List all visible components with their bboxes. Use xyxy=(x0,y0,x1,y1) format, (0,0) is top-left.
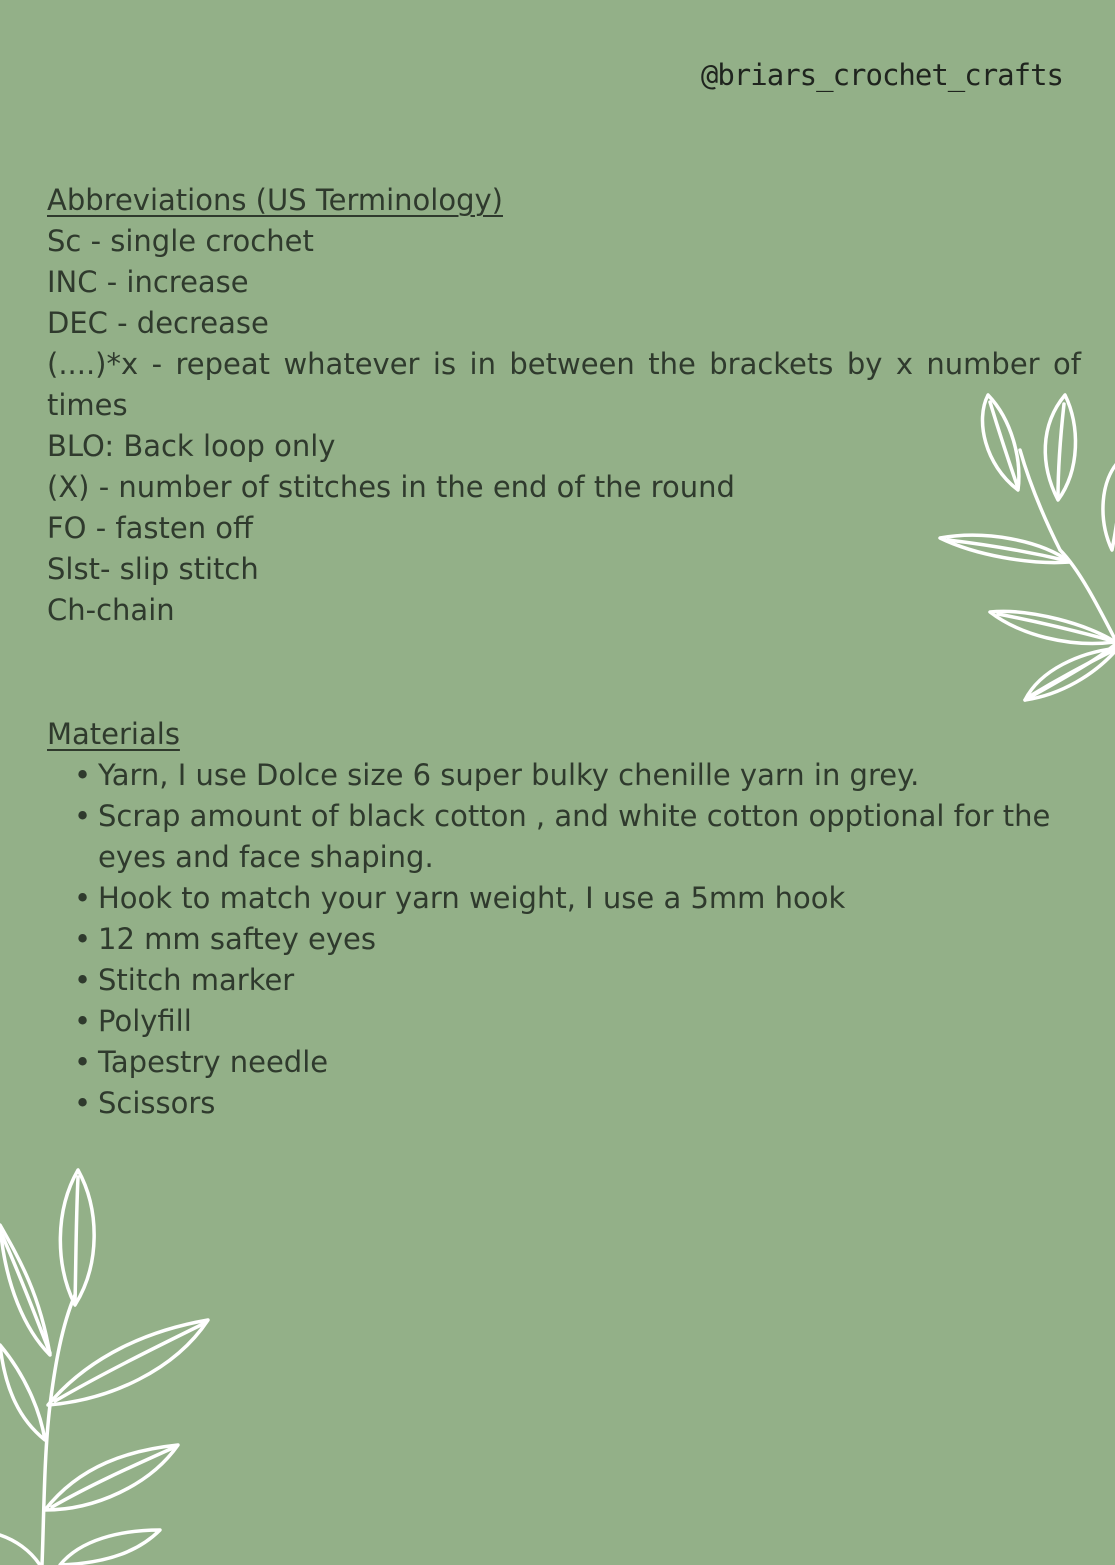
list-item xyxy=(74,919,1081,960)
abbreviation-item: Ch-chain xyxy=(47,593,175,627)
materials-list xyxy=(47,755,1081,1124)
abbreviations-section xyxy=(47,180,1081,631)
instagram-handle: @briars_crochet_crafts xyxy=(700,58,1063,92)
list-item xyxy=(74,1083,1081,1124)
material-text: Scrap amount of black cotton , and white cotton opptional for the eyes and face shaping. xyxy=(98,799,1051,874)
abbreviation-item: DEC - decrease xyxy=(47,306,269,340)
abbreviation-item: FO - fasten off xyxy=(47,511,254,545)
bullet: • xyxy=(74,881,92,915)
list-item xyxy=(74,755,1081,796)
bullet: • xyxy=(74,799,92,833)
bullet: • xyxy=(74,1045,92,1079)
material-text: Tapestry needle xyxy=(98,1045,329,1079)
list-item xyxy=(74,1001,1081,1042)
material-text: 12 mm saftey eyes xyxy=(98,922,376,956)
material-text: Yarn, I use Dolce size 6 super bulky chenille yarn in grey. xyxy=(98,758,920,792)
leaf-branch-icon xyxy=(930,390,1115,705)
list-item xyxy=(74,1042,1081,1083)
material-text: Scissors xyxy=(98,1086,216,1120)
abbreviations-heading: Abbreviations (US Terminology) xyxy=(47,183,503,217)
abbreviation-item: Sc - single crochet xyxy=(47,224,314,258)
list-item xyxy=(74,796,1081,878)
abbreviation-item: INC - increase xyxy=(47,265,249,299)
material-text: Hook to match your yarn weight, I use a 5mm hook xyxy=(98,881,846,915)
list-item xyxy=(74,878,1081,919)
abbreviation-item: (X) - number of stitches in the end of the round xyxy=(47,470,735,504)
abbreviation-item: BLO: Back loop only xyxy=(47,429,336,463)
bullet: • xyxy=(74,758,92,792)
list-item xyxy=(74,960,1081,1001)
abbreviation-item: Slst- slip stitch xyxy=(47,552,259,586)
bullet: • xyxy=(74,1086,92,1120)
material-text: Polyfill xyxy=(98,1004,192,1038)
bullet: • xyxy=(74,1004,92,1038)
material-text: Stitch marker xyxy=(98,963,295,997)
leaf-branch-icon xyxy=(0,1165,215,1565)
bullet: • xyxy=(74,963,92,997)
bullet: • xyxy=(74,922,92,956)
abbreviation-item: (....)*x - repeat whatever is in between the brackets by x number of times xyxy=(47,347,1081,422)
materials-heading: Materials xyxy=(47,717,180,751)
materials-section xyxy=(47,714,1081,1124)
